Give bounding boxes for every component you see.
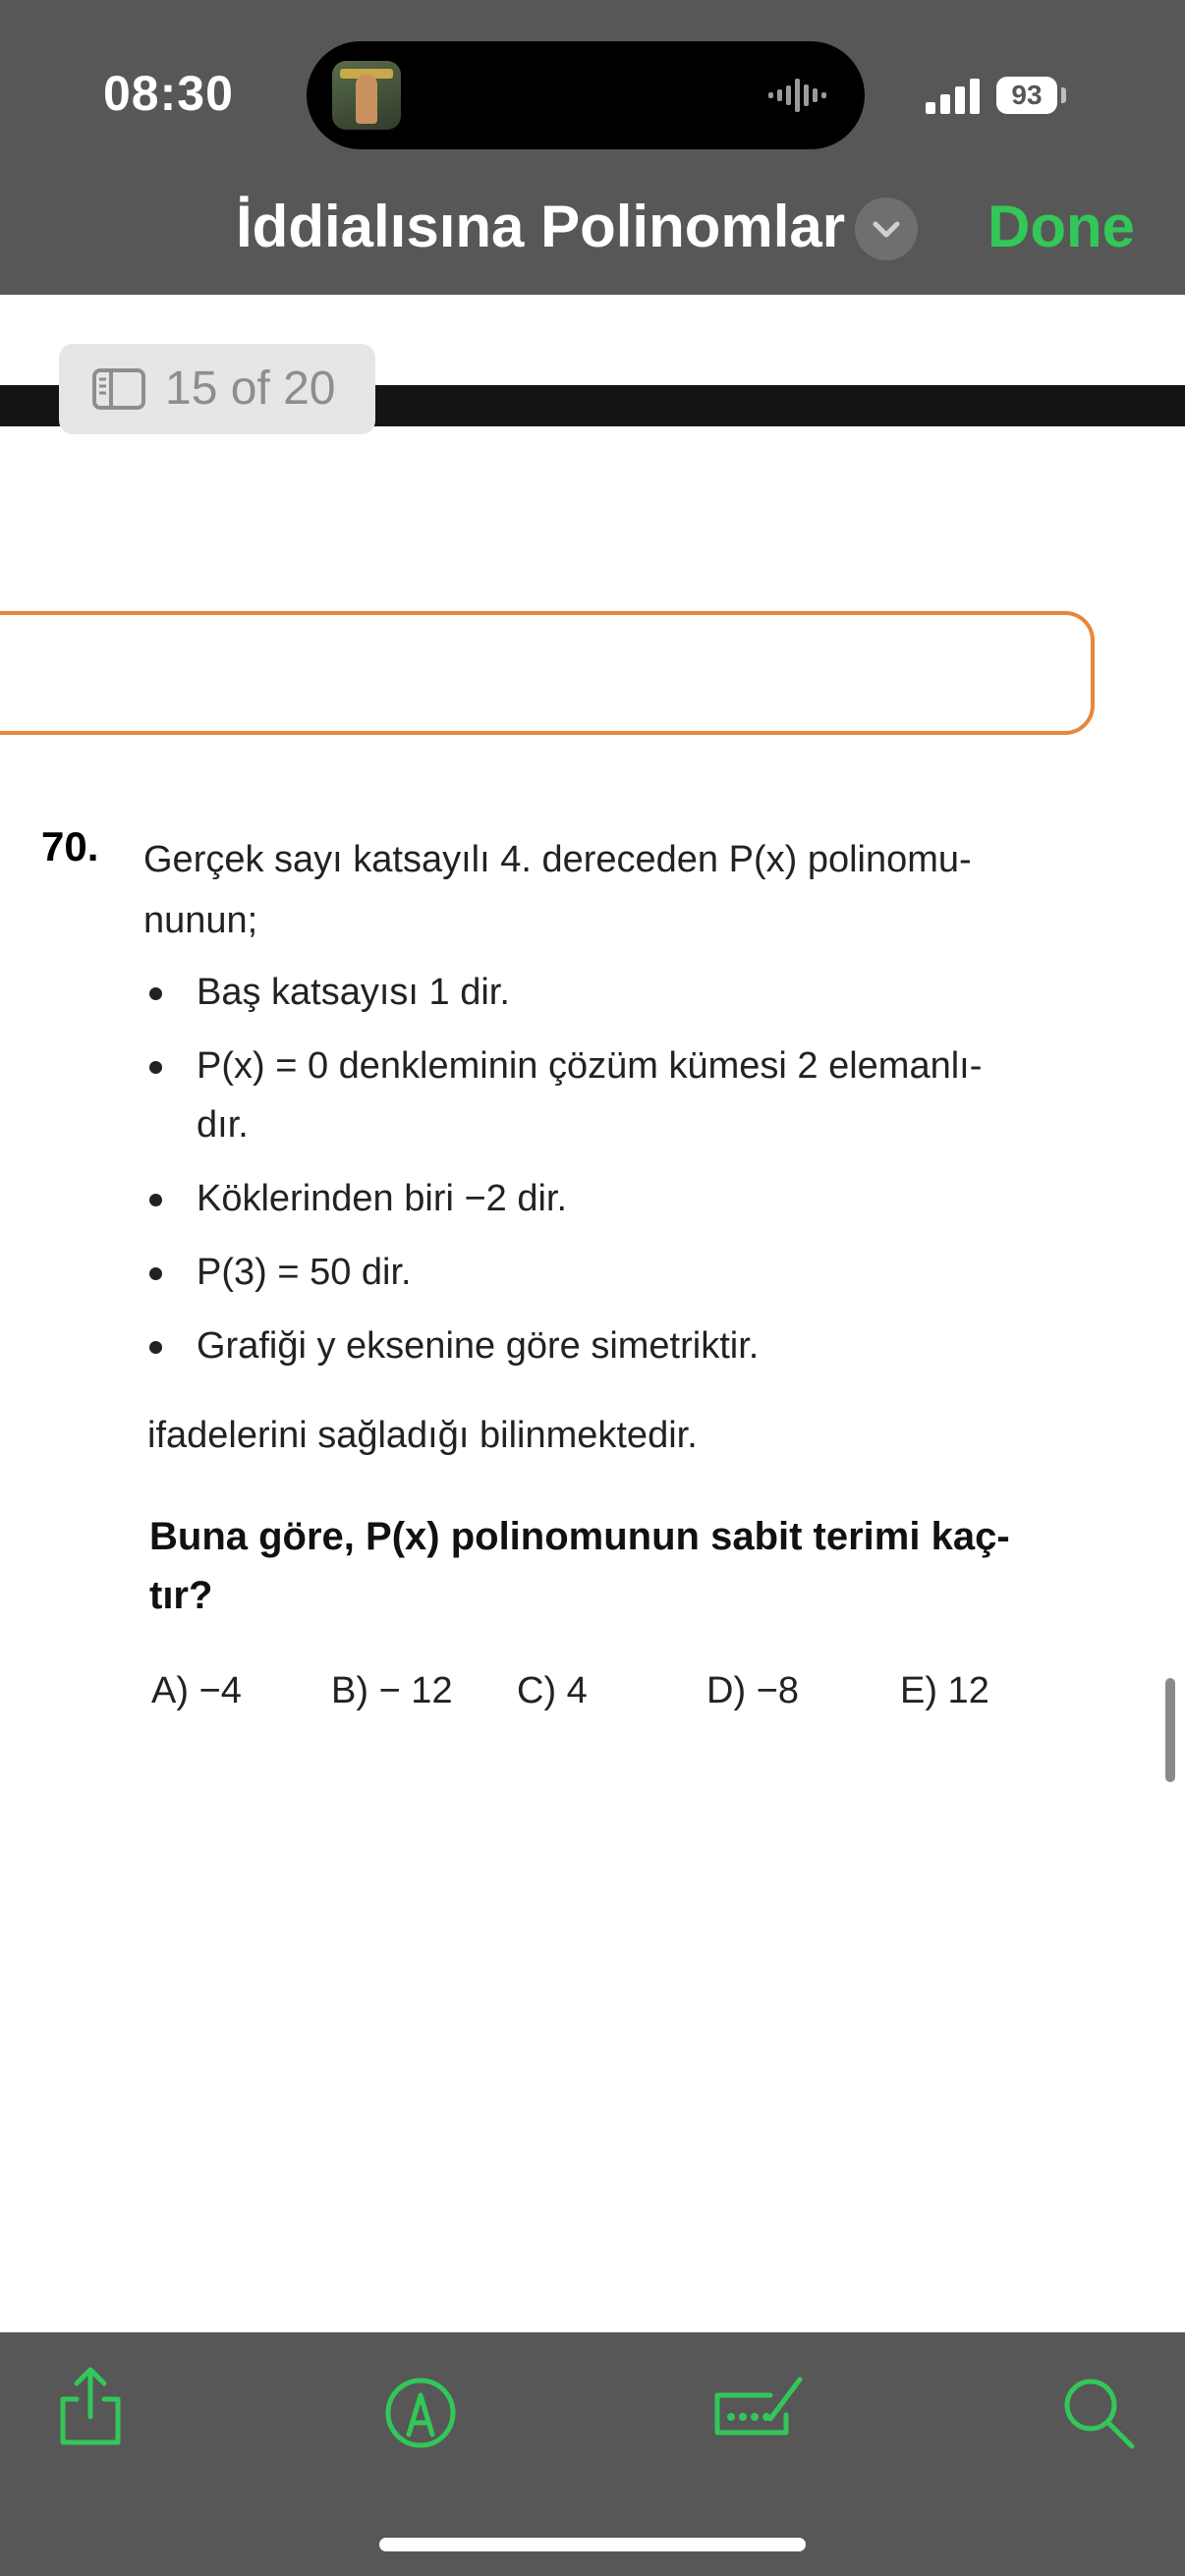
choice-c: C) 4 — [517, 1670, 588, 1711]
choice-b: B) − 12 — [331, 1670, 453, 1711]
page-indicator-label: 15 of 20 — [165, 363, 336, 415]
share-icon[interactable] — [49, 2366, 132, 2448]
question-prompt-line: tır? — [149, 1574, 213, 1617]
question-intro — [143, 829, 1087, 951]
condition-item — [143, 963, 1087, 1022]
dynamic-island[interactable] — [307, 41, 865, 149]
battery-nub — [1061, 87, 1066, 103]
condition-text: P(3) = 50 dir. — [197, 1252, 412, 1293]
bullet-dot — [149, 1061, 162, 1074]
statement-end: ifadelerini sağladığı bilinmektedir. — [147, 1415, 698, 1456]
chevron-down-icon — [855, 197, 918, 260]
condition-text: Grafiği y eksenine göre simetriktir. — [197, 1325, 760, 1367]
condition-text: Baş katsayısı 1 dir. — [197, 972, 510, 1013]
bullet-dot — [149, 1267, 162, 1280]
battery-level: 93 — [996, 77, 1057, 114]
form-fill-icon[interactable] — [711, 2372, 806, 2454]
choice-d: D) −8 — [706, 1670, 799, 1711]
question-intro-line: Gerçek sayı katsayılı 4. dereceden P(x) polinomu- — [143, 839, 972, 880]
scroll-indicator[interactable] — [1165, 1678, 1175, 1782]
question-intro-line: nunun; — [143, 900, 258, 941]
question-number: 70. — [41, 823, 99, 869]
section-header-frame — [0, 611, 1095, 735]
sidebar-icon — [92, 368, 145, 410]
condition-item — [143, 1243, 1087, 1302]
home-indicator[interactable] — [379, 2538, 806, 2551]
page-indicator[interactable] — [59, 344, 375, 434]
done-button[interactable]: Done — [988, 194, 1135, 259]
now-playing-artwork[interactable] — [332, 61, 401, 130]
condition-text: dır. — [197, 1104, 249, 1146]
bullet-dot — [149, 1194, 162, 1206]
question-prompt-line: Buna göre, P(x) polinomunun sabit terimi kaç- — [149, 1515, 1010, 1558]
condition-item — [143, 1036, 1087, 1154]
cellular-signal-icon — [926, 77, 983, 116]
question-prompt — [149, 1507, 1093, 1625]
condition-item — [143, 1316, 1087, 1375]
title-menu-button[interactable] — [855, 197, 918, 260]
condition-list — [143, 963, 1087, 1390]
audio-waveform-icon — [766, 77, 835, 114]
condition-text: Köklerinden biri −2 dir. — [197, 1178, 568, 1219]
choice-e: E) 12 — [900, 1670, 989, 1711]
choice-a: A) −4 — [151, 1670, 242, 1711]
markup-icon[interactable] — [379, 2372, 462, 2454]
condition-text: P(x) = 0 denkleminin çözüm kümesi 2 elemanlı- — [197, 1045, 983, 1087]
status-time: 08:30 — [103, 66, 234, 121]
bullet-dot — [149, 987, 162, 1000]
top-bar — [0, 0, 1185, 295]
search-icon[interactable] — [1057, 2372, 1140, 2454]
document-title[interactable]: İddialısına Polinomlar — [236, 194, 846, 259]
bullet-dot — [149, 1341, 162, 1354]
condition-item — [143, 1169, 1087, 1228]
